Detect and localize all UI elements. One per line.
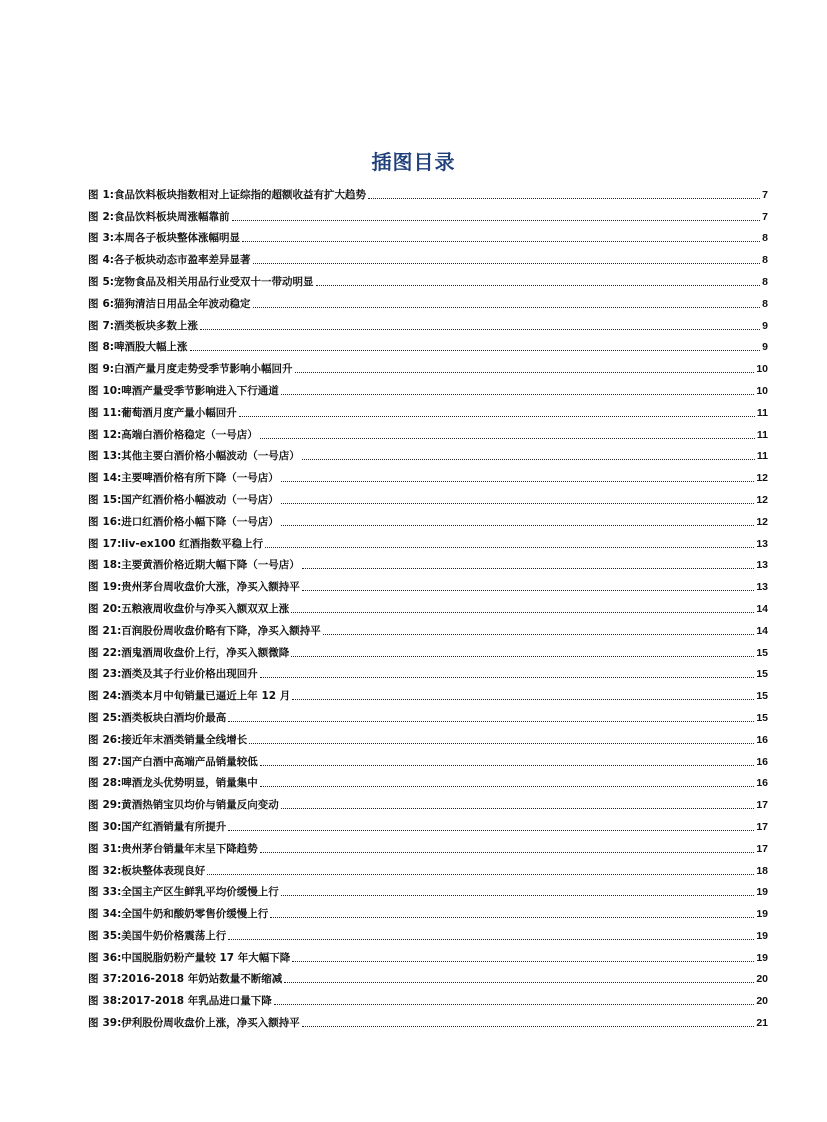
page-number: 9 <box>762 319 768 332</box>
figure-label: 23:酒类及其子行业价格出现回升 <box>102 668 258 681</box>
toc-entry[interactable] <box>88 965 768 987</box>
page-number: 9 <box>762 341 768 354</box>
figure-prefix: 图 <box>88 755 99 768</box>
toc-entry[interactable] <box>88 681 768 703</box>
page-number: 7 <box>762 210 768 223</box>
toc-entry[interactable] <box>88 245 768 267</box>
toc-entry[interactable] <box>88 594 768 616</box>
figure-prefix: 图 <box>88 973 99 986</box>
figure-prefix: 图 <box>88 472 99 485</box>
page-number: 11 <box>756 428 768 441</box>
figure-prefix: 图 <box>88 581 99 594</box>
toc-entry[interactable] <box>88 529 768 551</box>
page-number: 8 <box>762 232 768 245</box>
toc-entry[interactable] <box>88 420 768 442</box>
figure-prefix: 图 <box>88 384 99 397</box>
figure-label: 18:主要黄酒价格近期大幅下降（一号店） <box>102 559 300 572</box>
dot-leader <box>302 459 755 460</box>
figure-label: 4:各子板块动态市盈率差异显著 <box>102 254 251 267</box>
figure-prefix: 图 <box>88 232 99 245</box>
dot-leader <box>281 481 755 482</box>
toc-entry[interactable] <box>88 180 768 202</box>
page-number: 10 <box>756 363 768 376</box>
figure-prefix: 图 <box>88 711 99 724</box>
figure-prefix: 图 <box>88 210 99 223</box>
page-number: 20 <box>756 973 768 986</box>
dot-leader <box>260 852 755 853</box>
figure-label: 17:liv-ex100 红酒指数平稳上行 <box>102 537 264 550</box>
page-number: 12 <box>756 515 768 528</box>
dot-leader <box>265 547 754 548</box>
figure-label: 6:猫狗清洁日用品全年波动稳定 <box>102 297 251 310</box>
figure-prefix: 图 <box>88 668 99 681</box>
page-number: 16 <box>756 777 768 790</box>
dot-leader <box>316 285 761 286</box>
toc-entry[interactable] <box>88 790 768 812</box>
page-number: 21 <box>756 1017 768 1030</box>
dot-leader <box>323 634 755 635</box>
figure-label: 38:2017-2018 年乳品进口量下降 <box>102 995 272 1008</box>
dot-leader <box>302 1026 755 1027</box>
toc-entry[interactable] <box>88 1008 768 1030</box>
figure-label: 25:酒类板块白酒均价最高 <box>102 711 227 724</box>
figure-label: 1:食品饮料板块指数相对上证综指的超额收益有扩大趋势 <box>102 188 367 201</box>
dot-leader <box>228 939 754 940</box>
figure-label: 19:贵州茅台周收盘价大涨，净买入额持平 <box>102 581 300 594</box>
dot-leader <box>302 590 755 591</box>
page-number: 11 <box>756 406 768 419</box>
figure-label: 5:宠物食品及相关用品行业受双十一带动明显 <box>102 275 314 288</box>
figure-label: 20:五粮液周收盘价与净买入额双双上涨 <box>102 602 290 615</box>
dot-leader <box>281 503 755 504</box>
toc-entry[interactable] <box>88 398 768 420</box>
page-number: 19 <box>756 908 768 921</box>
toc-entry[interactable] <box>88 747 768 769</box>
figure-prefix: 图 <box>88 406 99 419</box>
figure-prefix: 图 <box>88 602 99 615</box>
figure-label: 21:百润股份周收盘价略有下降，净买入额持平 <box>102 624 321 637</box>
dot-leader <box>302 568 755 569</box>
dot-leader <box>232 220 761 221</box>
dot-leader <box>291 656 754 657</box>
dot-leader <box>281 394 755 395</box>
toc-entry[interactable] <box>88 878 768 900</box>
figure-prefix: 图 <box>88 842 99 855</box>
page-number: 14 <box>756 602 768 615</box>
page-number: 13 <box>756 581 768 594</box>
figure-label: 10:啤酒产量受季节影响进入下行通道 <box>102 384 279 397</box>
toc-entry[interactable] <box>88 986 768 1008</box>
toc-entry[interactable] <box>88 834 768 856</box>
figure-prefix: 图 <box>88 886 99 899</box>
page-number: 14 <box>756 624 768 637</box>
toc-entry[interactable] <box>88 311 768 333</box>
figure-prefix: 图 <box>88 297 99 310</box>
page-number: 18 <box>756 864 768 877</box>
dot-leader <box>260 765 755 766</box>
toc-entry[interactable] <box>88 812 768 834</box>
toc-entry[interactable] <box>88 769 768 791</box>
dot-leader <box>228 721 754 722</box>
figure-label: 24:酒类本月中旬销量已逼近上年 12 月 <box>102 690 291 703</box>
figure-prefix: 图 <box>88 450 99 463</box>
dot-leader <box>270 917 754 918</box>
toc-entry[interactable] <box>88 224 768 246</box>
figure-label: 7:酒类板块多数上涨 <box>102 319 199 332</box>
dot-leader <box>207 874 754 875</box>
figure-label: 32:板块整体表现良好 <box>102 864 206 877</box>
dot-leader <box>281 808 755 809</box>
figure-prefix: 图 <box>88 493 99 506</box>
figure-prefix: 图 <box>88 820 99 833</box>
figure-label: 30:国产红酒销量有所提升 <box>102 820 227 833</box>
page-number: 17 <box>756 799 768 812</box>
figure-prefix: 图 <box>88 428 99 441</box>
page-number: 8 <box>762 275 768 288</box>
figure-prefix: 图 <box>88 188 99 201</box>
page-number: 8 <box>762 297 768 310</box>
figure-label: 29:黄酒热销宝贝均价与销量反向变动 <box>102 799 279 812</box>
page-number: 19 <box>756 929 768 942</box>
figure-label: 28:啤酒龙头优势明显，销量集中 <box>102 777 258 790</box>
figure-label: 3:本周各子板块整体涨幅明显 <box>102 232 241 245</box>
toc-entry[interactable] <box>88 638 768 660</box>
page-number: 13 <box>756 559 768 572</box>
figure-prefix: 图 <box>88 537 99 550</box>
dot-leader <box>281 525 755 526</box>
figure-label: 39:伊利股份周收盘价上涨，净买入额持平 <box>102 1017 300 1030</box>
toc-entry[interactable] <box>88 899 768 921</box>
dot-leader <box>242 241 760 242</box>
figure-prefix: 图 <box>88 908 99 921</box>
page-number: 10 <box>756 384 768 397</box>
figure-prefix: 图 <box>88 319 99 332</box>
dot-leader <box>281 895 755 896</box>
toc-entry[interactable] <box>88 333 768 355</box>
figure-label: 12:高端白酒价格稳定（一号店） <box>102 428 258 441</box>
toc-entry[interactable] <box>88 943 768 965</box>
figure-label: 15:国产红酒价格小幅波动（一号店） <box>102 493 279 506</box>
figure-prefix: 图 <box>88 646 99 659</box>
figure-label: 11:葡萄酒月度产量小幅回升 <box>102 406 237 419</box>
toc-entry[interactable] <box>88 267 768 289</box>
toc-entry[interactable] <box>88 856 768 878</box>
dot-leader <box>295 372 755 373</box>
page-number: 17 <box>756 842 768 855</box>
figure-label: 34:全国牛奶和酸奶零售价缓慢上行 <box>102 908 269 921</box>
toc-entry[interactable] <box>88 289 768 311</box>
page-number: 20 <box>756 995 768 1008</box>
figure-label: 22:酒鬼酒周收盘价上行，净买入额微降 <box>102 646 290 659</box>
figure-prefix: 图 <box>88 254 99 267</box>
dot-leader <box>260 438 755 439</box>
figure-list <box>88 180 768 1030</box>
page-number: 16 <box>756 733 768 746</box>
figure-prefix: 图 <box>88 995 99 1008</box>
figure-prefix: 图 <box>88 1017 99 1030</box>
dot-leader <box>249 743 754 744</box>
figure-label: 2:食品饮料板块周涨幅靠前 <box>102 210 230 223</box>
dot-leader <box>368 198 760 199</box>
dot-leader <box>274 1004 755 1005</box>
toc-entry[interactable] <box>88 660 768 682</box>
figure-label: 27:国产白酒中高端产品销量较低 <box>102 755 258 768</box>
figure-label: 16:进口红酒价格小幅下降（一号店） <box>102 515 279 528</box>
dot-leader <box>260 786 755 787</box>
toc-entry[interactable] <box>88 442 768 464</box>
figure-label: 14:主要啤酒价格有所下降（一号店） <box>102 472 279 485</box>
figure-prefix: 图 <box>88 624 99 637</box>
dot-leader <box>200 329 760 330</box>
toc-entry[interactable] <box>88 551 768 573</box>
toc-entry[interactable] <box>88 485 768 507</box>
dot-leader <box>260 677 755 678</box>
page-number: 15 <box>756 711 768 724</box>
dot-leader <box>253 263 761 264</box>
figure-label: 37:2016-2018 年奶站数量不断缩减 <box>102 973 283 986</box>
dot-leader <box>239 416 755 417</box>
figure-prefix: 图 <box>88 690 99 703</box>
figure-label: 8:啤酒股大幅上涨 <box>102 341 188 354</box>
page-number: 15 <box>756 646 768 659</box>
figure-prefix: 图 <box>88 864 99 877</box>
toc-entry[interactable] <box>88 703 768 725</box>
page-number: 7 <box>762 188 768 201</box>
dot-leader <box>253 307 761 308</box>
figure-label: 13:其他主要白酒价格小幅波动（一号店） <box>102 450 300 463</box>
page-number: 12 <box>756 493 768 506</box>
toc-entry[interactable] <box>88 725 768 747</box>
figure-label: 26:接近年末酒类销量全线增长 <box>102 733 248 746</box>
page-number: 17 <box>756 820 768 833</box>
figure-prefix: 图 <box>88 799 99 812</box>
toc-entry[interactable] <box>88 616 768 638</box>
figure-label: 36:中国脱脂奶粉产量较 17 年大幅下降 <box>102 951 291 964</box>
page-number: 13 <box>756 537 768 550</box>
page-number: 12 <box>756 472 768 485</box>
page-number: 16 <box>756 755 768 768</box>
dot-leader <box>228 830 754 831</box>
figure-prefix: 图 <box>88 777 99 790</box>
dot-leader <box>292 961 754 962</box>
page-number: 19 <box>756 951 768 964</box>
toc-entry[interactable] <box>88 376 768 398</box>
figure-prefix: 图 <box>88 275 99 288</box>
figure-prefix: 图 <box>88 951 99 964</box>
figure-prefix: 图 <box>88 341 99 354</box>
figure-label: 31:贵州茅台销量年末呈下降趋势 <box>102 842 258 855</box>
toc-entry[interactable] <box>88 202 768 224</box>
page-number: 11 <box>756 450 768 463</box>
figure-prefix: 图 <box>88 733 99 746</box>
page-number: 15 <box>756 668 768 681</box>
figure-prefix: 图 <box>88 559 99 572</box>
toc-entry[interactable] <box>88 921 768 943</box>
figure-label: 33:全国主产区生鲜乳平均价缓慢上行 <box>102 886 279 899</box>
dot-leader <box>292 699 754 700</box>
toc-entry[interactable] <box>88 354 768 376</box>
dot-leader <box>284 982 754 983</box>
toc-entry[interactable] <box>88 507 768 529</box>
page-number: 19 <box>756 886 768 899</box>
toc-title: 插图目录 <box>371 150 456 174</box>
toc-entry[interactable] <box>88 572 768 594</box>
page-number: 15 <box>756 690 768 703</box>
figure-prefix: 图 <box>88 515 99 528</box>
dot-leader <box>291 612 754 613</box>
figure-prefix: 图 <box>88 929 99 942</box>
page-number: 8 <box>762 254 768 267</box>
figure-label: 35:美国牛奶价格震荡上行 <box>102 929 227 942</box>
toc-entry[interactable] <box>88 463 768 485</box>
figure-prefix: 图 <box>88 363 99 376</box>
figure-label: 9:白酒产量月度走势受季节影响小幅回升 <box>102 363 293 376</box>
dot-leader <box>190 350 761 351</box>
